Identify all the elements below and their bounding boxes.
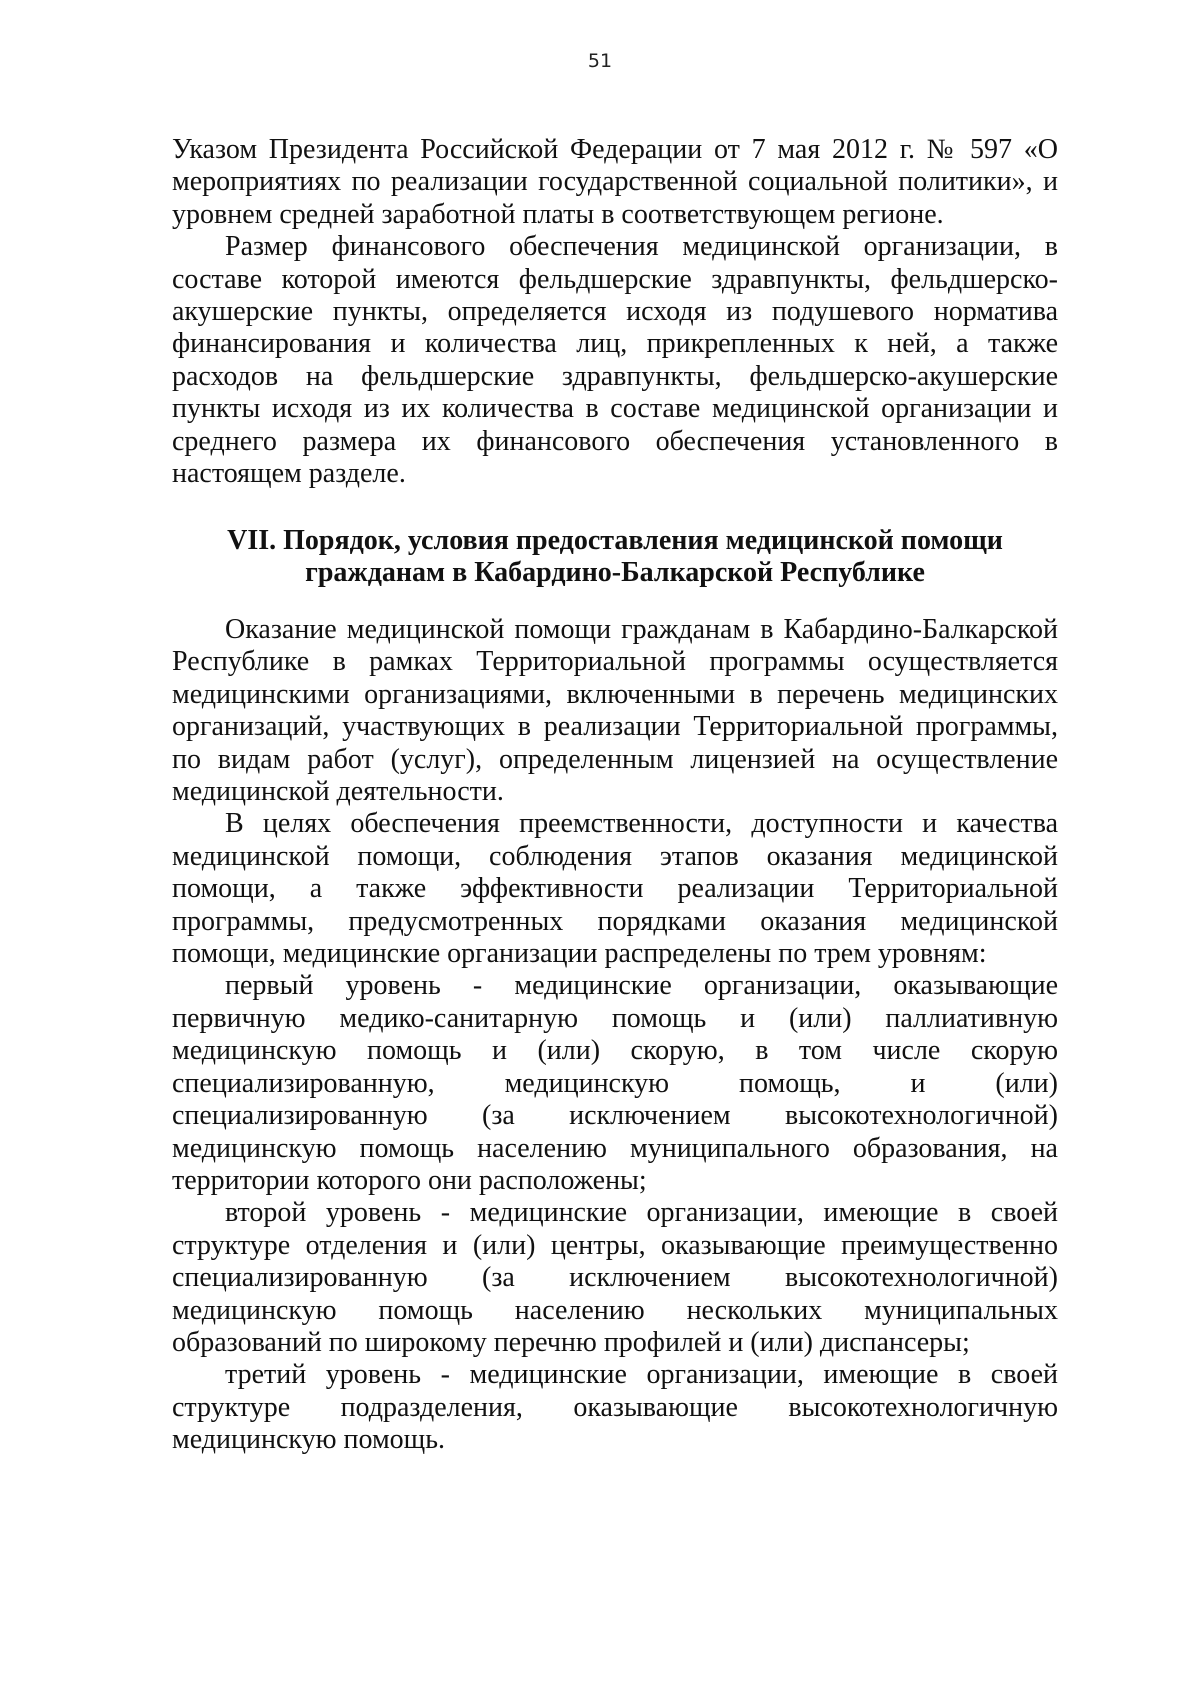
- paragraph-level-first: первый уровень - медицинские организации, оказывающие первичную медико-санитарную помощь и (или) паллиативную медицинскую помощь и (или) скорую, в том числе скорую специализированную, медицинскую помощь, и (или) специализированную (за исключением высокотехнологичной) медицинскую помощь населению муниципального образования, на территории которого они расположены;: [172, 970, 1058, 1196]
- page-number: 51: [587, 50, 613, 72]
- paragraph-provision: Оказание медицинской помощи гражданам в Кабардино-Балкарской Республике в рамках Территориальной программы осуществляется медицинскими организациями, включенными в перечень медицинских организаций, участвующих в реализации Территориальной программы, по видам работ (услуг), определенным лицензией на осуществление медицинской деятельности.: [172, 614, 1058, 808]
- section-heading-line-1: VII. Порядок, условия предоставления медицинской помощи: [227, 525, 1003, 556]
- paragraph-levels-intro: В целях обеспечения преемственности, доступности и качества медицинской помощи, соблюдения этапов оказания медицинской помощи, а также эффективности реализации Территориальной программы, предусмотренных порядками оказания медицинской помощи, медицинские организации распределены по трем уровням:: [172, 808, 1058, 970]
- paragraph-funding-size: Размер финансового обеспечения медицинской организации, в составе которой имеются фельдшерские здравпункты, фельдшерско-акушерские пункты, определяется исходя из подушевого норматива финансирования и количества лиц, прикрепленных к ней, а также расходов на фельдшерские здравпункты, фельдшерско-акушерские пункты исходя из их количества в составе медицинской организации и среднего размера их финансового обеспечения установленного в настоящем разделе.: [172, 231, 1058, 490]
- section-heading-line-2: гражданам в Кабардино-Балкарской Республике: [305, 557, 925, 589]
- paragraph-level-second: второй уровень - медицинские организации, имеющие в своей структуре отделения и (или) центры, оказывающие преимущественно специализированную (за исключением высокотехнологичной) медицинскую помощь населению нескольких муниципальных образований по широкому перечню профилей и (или) диспансеры;: [172, 1197, 1058, 1358]
- section-heading: [172, 525, 1058, 590]
- text-block-procedure: [172, 614, 1058, 1457]
- paragraph-continuation: Указом Президента Российской Федерации от 7 мая 2012 г. № 597 «О мероприятиях по реализации государственной социальной политики», и уровнем средней заработной платы в соответствующем регионе.: [172, 134, 1058, 230]
- text-block-funding: [172, 134, 1058, 490]
- paragraph-level-third: третий уровень - медицинские организации, имеющие в своей структуре подразделения, оказывающие высокотехнологичную медицинскую помощь.: [172, 1359, 1058, 1456]
